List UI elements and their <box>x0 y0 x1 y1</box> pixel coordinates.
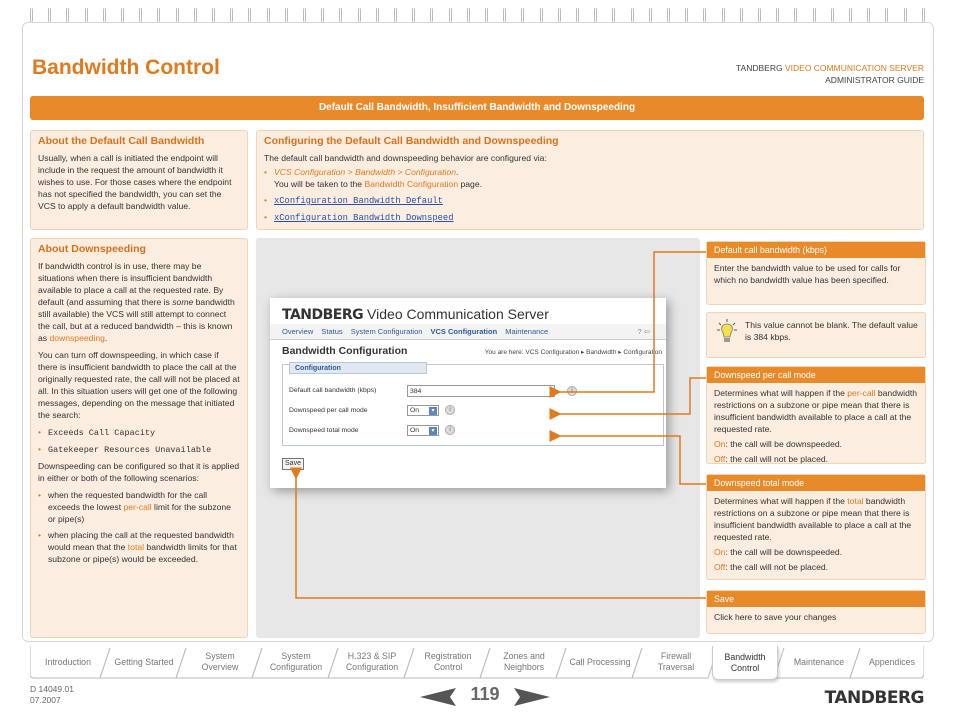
save-button[interactable]: Save <box>282 458 304 470</box>
about-default-text: Usually, when a call is initiated the endpoint will include in the request the amount of bandwidth it wishes to use. For those cases where the endpoint has not specified the bandwidth, you can set the VCS to apply a default bandwidth value. <box>38 153 232 211</box>
menu-path-suffix: . <box>456 167 459 177</box>
tab-call-processing[interactable]: Call Processing <box>569 656 631 667</box>
info-icon[interactable]: i <box>567 386 577 396</box>
tab-introduction[interactable]: Introduction <box>45 656 91 667</box>
downspeed-per-call-value: On <box>410 407 420 414</box>
page-number: 119 <box>470 684 500 704</box>
p1-end: . <box>104 333 108 343</box>
p1-a: If bandwidth control is in use, there may be situations when there is insufficient bandwidth available to place a call at the requested rate. By default (and assuming that there is <box>38 261 224 307</box>
page-title: Bandwidth Control <box>32 56 220 79</box>
off-label: Off <box>714 454 726 464</box>
configuration-section-title: Configuration <box>289 362 427 374</box>
total-a: Determines what will happen if the <box>714 496 848 506</box>
cmd-downspeed-link[interactable]: xConfiguration Bandwidth Downspeed <box>274 213 454 223</box>
tab-bandwidth-control[interactable]: Bandwidth Control <box>712 646 778 680</box>
chevron-down-icon: ▾ <box>429 407 437 415</box>
tab-system-configuration[interactable]: System Configuration <box>269 651 323 672</box>
b2-b: bandwidth limits for that subzone or pipe(s) would be exceeded. <box>48 542 237 564</box>
total-b: bandwidth restrictions on a subzone or pipe mean that there is insufficient bandwidth available to place a call at the requested rate. <box>714 496 912 542</box>
field3-label: Downspeed total mode <box>289 427 359 434</box>
on-label: On <box>714 439 726 449</box>
tab-h323-sip-configuration[interactable]: H.323 & SIP Configuration <box>345 651 399 672</box>
b2-a: when placing the call at the requested bandwidth would mean that the <box>48 530 234 552</box>
help-logout-icon[interactable]: ? ⇦ <box>637 327 650 336</box>
chapter-tabs <box>30 646 924 680</box>
per-call-term: per-call <box>847 388 876 398</box>
pager <box>420 686 550 708</box>
nav-system-configuration[interactable]: System Configuration <box>350 327 423 336</box>
tab-system-overview[interactable]: System Overview <box>201 651 239 672</box>
nav-vcs-configuration[interactable]: VCS Configuration <box>430 327 498 336</box>
on-text: : the call will be downspeeded. <box>725 547 843 557</box>
chevron-down-icon: ▾ <box>429 427 437 435</box>
per-call-b: bandwidth restrictions on a subzone or pipe mean that there is insufficient bandwidth available to place a call at the requested rate. <box>714 388 918 434</box>
b2-term: total <box>127 542 145 552</box>
field1-label: Default call bandwidth (kbps) <box>289 387 377 394</box>
default-bandwidth-input[interactable]: 384 <box>407 385 555 397</box>
off-text: : the call will not be placed. <box>725 454 829 464</box>
next-page-button[interactable] <box>514 686 550 708</box>
nav-status[interactable]: Status <box>321 327 343 336</box>
about-default-heading: About the Default Call Bandwidth <box>38 135 205 147</box>
b1-b: limit for the subzone or pipe(s) <box>48 502 231 524</box>
doc-id <box>30 684 74 706</box>
info-icon[interactable]: i <box>445 405 455 415</box>
connector-total <box>560 436 706 484</box>
per-call-callout-title: Downspeed per call mode <box>707 367 925 383</box>
per-call-a: Determines what will happen if the <box>714 388 848 398</box>
info-icon[interactable]: i <box>445 425 455 435</box>
configuring-intro: The default call bandwidth and downspeeding behavior are configured via: <box>264 153 547 163</box>
doc-id-number: D 14049.01 <box>30 684 74 694</box>
default-bandwidth-callout-text: Enter the bandwidth value to be used for calls for which no bandwidth value has been specified. <box>714 263 901 285</box>
total-callout-title: Downspeed total mode <box>707 475 925 491</box>
b1-term: per-call <box>123 502 152 512</box>
section-banner: Default Call Bandwidth, Insufficient Bandwidth and Downspeeding <box>30 96 924 120</box>
vcs-logo-bold: TANDBERG <box>282 307 364 323</box>
save-callout-title: Save <box>707 591 925 607</box>
off-text: : the call will not be placed. <box>725 562 829 572</box>
about-downspeeding-heading: About Downspeeding <box>38 243 146 255</box>
p1-em: some <box>172 297 194 307</box>
tab-appendices[interactable]: Appendices <box>869 656 915 667</box>
connector-save <box>296 478 706 598</box>
on-text: : the call will be downspeeded. <box>725 439 843 449</box>
default-bandwidth-callout-title: Default call bandwidth (kbps) <box>707 242 925 258</box>
nav-maintenance[interactable]: Maintenance <box>505 327 549 336</box>
vcs-page-title: Bandwidth Configuration <box>282 345 408 357</box>
taken-to-suffix: page. <box>458 179 483 189</box>
brand-prefix: TANDBERG <box>736 63 783 73</box>
tab-firewall-traversal[interactable]: Firewall Traversal <box>657 651 695 672</box>
note-text: This value cannot be blank. The default value is 384 kbps. <box>745 320 918 342</box>
p1-term: downspeeding <box>49 333 105 343</box>
tab-getting-started[interactable]: Getting Started <box>114 656 174 667</box>
connector-default-bandwidth <box>560 252 706 392</box>
tab-zones-and-neighbors[interactable]: Zones and Neighbors <box>503 651 545 672</box>
cmd-default-link[interactable]: xConfiguration Bandwidth Default <box>274 196 443 206</box>
message-exceeds: Exceeds Call Capacity <box>48 428 156 438</box>
menu-path-link[interactable]: VCS Configuration > Bandwidth > Configuration <box>274 167 457 177</box>
field2-label: Downspeed per call mode <box>289 407 368 414</box>
doc-date: 07.2007 <box>30 695 61 705</box>
bandwidth-config-link[interactable]: Bandwidth Configuration <box>364 179 459 189</box>
nav-overview[interactable]: Overview <box>282 327 314 336</box>
b1-a: when the requested bandwidth for the call exceeds the lowest <box>48 490 208 512</box>
message-gatekeeper: Gatekeeper Resources Unavailable <box>48 445 212 455</box>
downspeed-total-value: On <box>410 427 420 434</box>
brand-product: VIDEO COMMUNICATION SERVER <box>784 63 924 73</box>
off-label: Off <box>714 562 726 572</box>
tab-maintenance[interactable]: Maintenance <box>793 656 845 667</box>
footer-logo: TANDBERG <box>824 688 924 708</box>
configuring-heading: Configuring the Default Call Bandwidth and Downspeeding <box>264 135 559 147</box>
prev-page-button[interactable] <box>420 686 456 708</box>
downspeeding-p3: Downspeeding can be configured so that it is applied in either or both of the following scenarios: <box>38 461 240 483</box>
vcs-breadcrumb: You are here: VCS Configuration ▸ Bandwidth ▸ Configuration <box>484 349 662 356</box>
total-term: total <box>847 496 864 506</box>
tab-registration-control[interactable]: Registration Control <box>424 651 472 672</box>
on-label: On <box>714 547 726 557</box>
brand-guide: ADMINISTRATOR GUIDE <box>825 75 924 85</box>
save-callout-text: Click here to save your changes <box>714 612 837 622</box>
vcs-logo-text: Video Communication Server <box>367 306 549 322</box>
taken-to-prefix: You will be taken to the <box>274 179 365 189</box>
p1-b: bandwidth still available) the VCS will still attempt to connect the call, but at a reduced bandwidth – this is known as <box>38 297 235 343</box>
downspeeding-p2: You can turn off downspeeding, in which case if there is insufficient bandwidth to place the call at the originally requested rate, the call will not be placed at all. In this situation users will get one of the following messages, depending on the message that initiated the search: <box>38 350 240 420</box>
connector-per-call <box>560 378 706 414</box>
